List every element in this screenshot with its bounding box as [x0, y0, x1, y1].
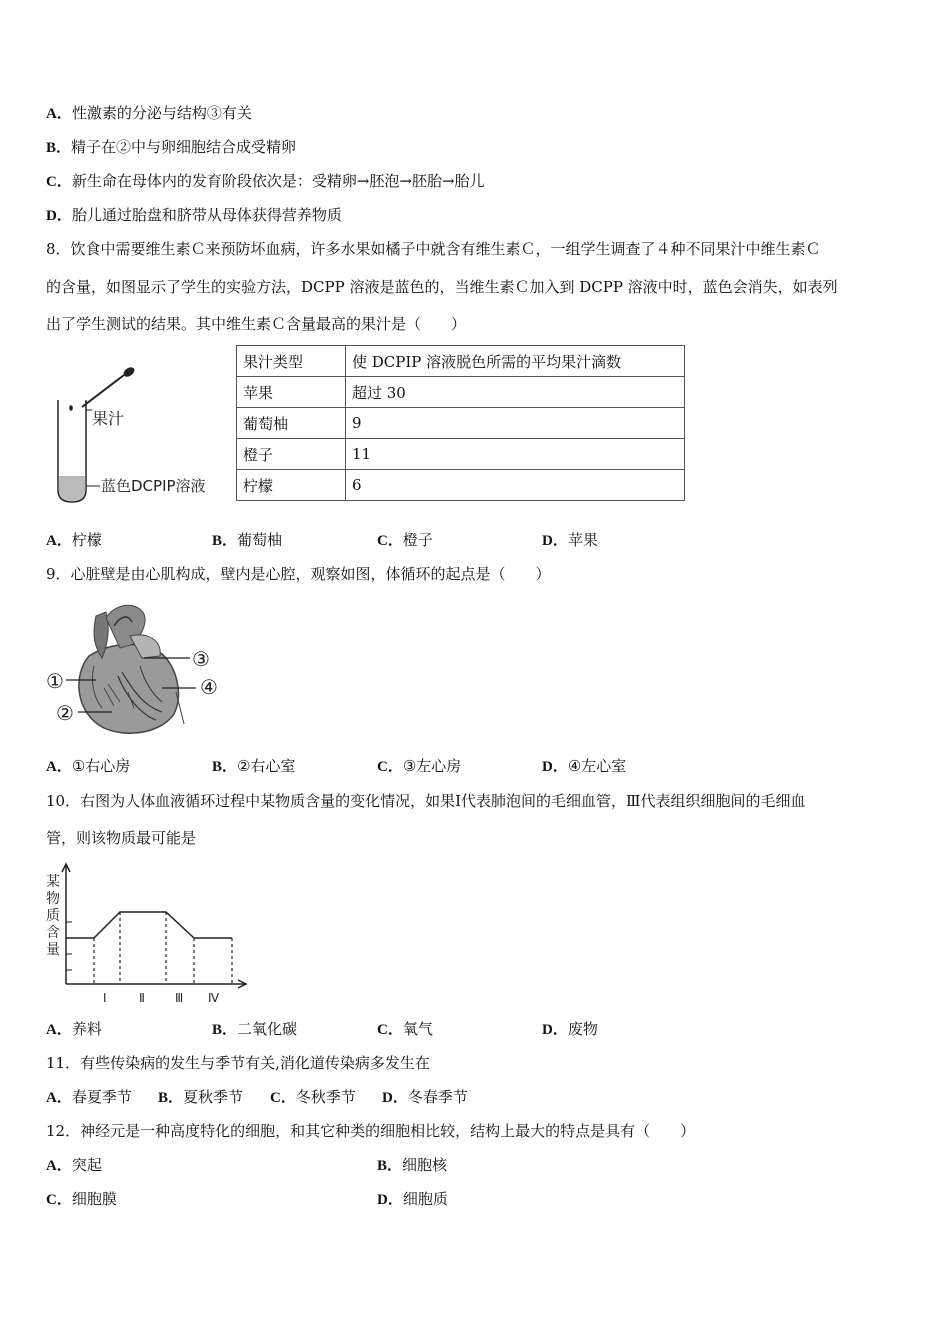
- juice-results-table: [236, 345, 685, 501]
- x-tick-label: Ⅱ: [139, 991, 145, 1005]
- table-cell: 6: [346, 470, 685, 501]
- table-cell: 苹果: [237, 377, 346, 408]
- q12-option-a: A．突起: [46, 1156, 102, 1174]
- table-cell: 橙子: [237, 439, 346, 470]
- q12-option-c: C．细胞膜: [46, 1190, 117, 1208]
- heart-label-2: ②: [56, 701, 74, 725]
- q8-stem-line-2: 的含量，如图显示了学生的实验方法，DCPP 溶液是蓝色的，当维生素Ｃ加入到 DCPP 溶液中时，蓝色会消失，如表列: [46, 278, 838, 296]
- q11-option-a: A．春夏季节: [46, 1088, 132, 1106]
- q10-stem-line-2: 管，则该物质最可能是: [46, 829, 197, 847]
- q8-option-a: A．柠檬: [46, 531, 102, 549]
- heart-label-1: ①: [46, 669, 64, 693]
- q7-option-d: D．胎儿通过胎盘和脐带从母体获得营养物质: [46, 206, 342, 224]
- q10-option-b: B．二氧化碳: [212, 1020, 298, 1038]
- q11-stem: 11．有些传染病的发生与季节有关,消化道传染病多发生在: [46, 1054, 430, 1072]
- q11-option-d: D．冬春季节: [382, 1088, 468, 1106]
- y-label-char: 量: [46, 942, 60, 958]
- y-label-char: 物: [46, 891, 60, 907]
- q8-option-d: D．苹果: [542, 531, 598, 549]
- q8-test-tube-figure: [46, 360, 236, 510]
- q9-option-d: D．④左心室: [542, 757, 627, 775]
- y-label-char: 某: [46, 874, 60, 890]
- q7-option-a: A．性激素的分泌与结构③有关: [46, 104, 252, 122]
- q11-option-c: C．冬秋季节: [270, 1088, 356, 1106]
- dcpip-solution-label: 蓝色DCPIP溶液: [101, 477, 206, 495]
- table-header-cell: 果汁类型: [237, 346, 346, 377]
- y-label-char: 质: [46, 908, 60, 924]
- q8-option-b: B．葡萄柚: [212, 531, 283, 549]
- table-cell: 9: [346, 408, 685, 439]
- heart-diagram: [44, 596, 234, 746]
- table-cell: 葡萄柚: [237, 408, 346, 439]
- heart-label-3: ③: [192, 647, 210, 671]
- table-header-row: [237, 346, 685, 377]
- q12-stem: 12．神经元是一种高度特化的细胞，和其它种类的细胞相比较，结构上最大的特点是具有（ ）: [46, 1122, 696, 1140]
- table-row: [237, 377, 685, 408]
- q8-stem-line-1: 8．饮食中需要维生素Ｃ来预防坏血病，许多水果如橘子中就含有维生素Ｃ，一组学生调查了４种不同果汁中维生素Ｃ: [46, 240, 821, 258]
- table-row: [237, 439, 685, 470]
- q12-option-d: D．细胞质: [377, 1190, 448, 1208]
- q12-option-b: B．细胞核: [377, 1156, 448, 1174]
- q10-stem-line-1: 10．右图为人体血液循环过程中某物质含量的变化情况，如果Ⅰ代表肺泡间的毛细血管，Ⅲ代表组织细胞间的毛细血: [46, 792, 806, 810]
- x-tick-label: Ⅲ: [175, 991, 184, 1005]
- table-cell: 超过 30: [346, 377, 685, 408]
- q9-stem: 9．心脏壁是由心肌构成，壁内是心腔，观察如图，体循环的起点是（ ）: [46, 565, 551, 583]
- x-tick-label: Ⅳ: [208, 991, 220, 1005]
- table-cell: 11: [346, 439, 685, 470]
- q10-option-c: C．氧气: [377, 1020, 433, 1038]
- table-row: [237, 470, 685, 501]
- table-row: [237, 408, 685, 439]
- heart-label-4: ④: [200, 675, 218, 699]
- q10-option-a: A．养料: [46, 1020, 102, 1038]
- q11-option-b: B．夏秋季节: [158, 1088, 244, 1106]
- juice-label: 果汁: [92, 409, 125, 428]
- q9-option-c: C．③左心房: [377, 757, 462, 775]
- q10-option-d: D．废物: [542, 1020, 598, 1038]
- q8-stem-line-3: 出了学生测试的结果。其中维生素Ｃ含量最高的果汁是（ ）: [46, 315, 467, 333]
- x-tick-label: Ⅰ: [103, 991, 107, 1005]
- substance-content-chart: [40, 860, 255, 1010]
- q7-option-c: C．新生命在母体内的发育阶段依次是：受精卵→胚泡→胚胎→胎儿: [46, 172, 485, 190]
- q8-option-c: C．橙子: [377, 531, 433, 549]
- table-header-cell: 使 DCPIP 溶液脱色所需的平均果汁滴数: [346, 346, 685, 377]
- q9-option-a: A．①右心房: [46, 757, 131, 775]
- table-cell: 柠檬: [237, 470, 346, 501]
- q9-option-b: B．②右心室: [212, 757, 296, 775]
- q7-option-b: B．精子在②中与卵细胞结合成受精卵: [46, 138, 297, 156]
- content-line: [66, 912, 232, 938]
- y-label-char: 含: [46, 925, 60, 941]
